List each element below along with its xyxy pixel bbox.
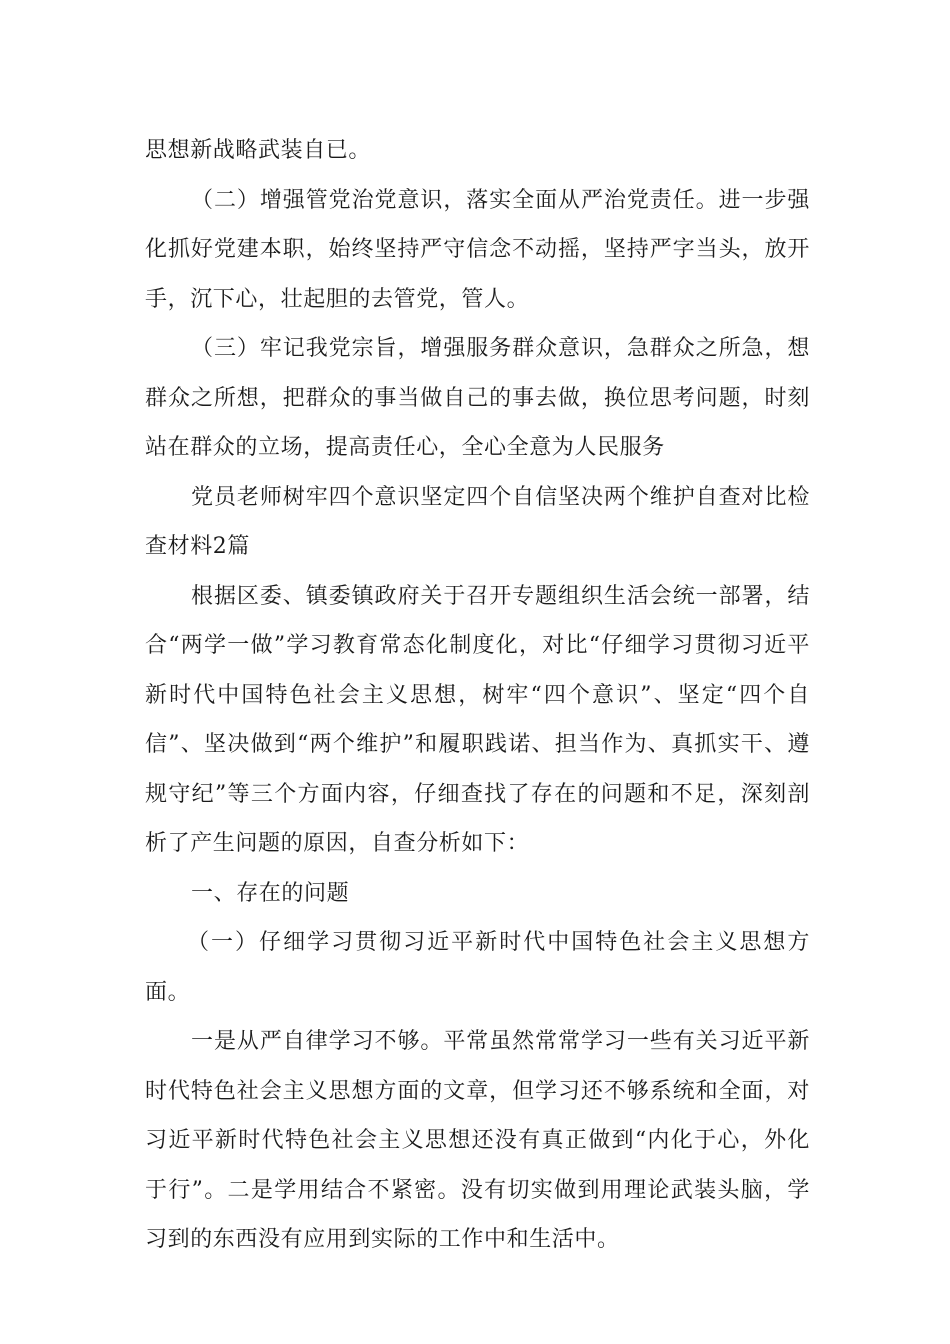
subsection-heading-one: （一）仔细学习贯彻习近平新时代中国特色社会主义思想方面。 — [145, 930, 810, 1005]
paragraph-item-two: （二）增强管党治党意识，落实全面从严治党责任。进一步强化抓好党建本职，始终坚持严守信念不动摇，坚持严字当头，放开手，沉下心，壮起胆的去管党，管人。 — [145, 187, 810, 312]
document-section-title: 党员老师树牢四个意识坚定四个自信坚决两个维护自查对比检查材料2篇 — [145, 484, 810, 559]
paragraph-intro: 根据区委、镇委镇政府关于召开专题组织生活会统一部署，结合“两学一做”学习教育常态化制度化，对比“仔细学习贯彻习近平新时代中国特色社会主义思想，树牢“四个意识”、坚定“四个自信”、坚决做到“两个维护”和履职践诺、担当作为、真抓实干、遵规守纪”等三个方面内容，仔细查找了存在的问题和不足，深刻剖析了产生问题的原因，自查分析如下： — [145, 583, 810, 856]
section-heading-problems: 一、存在的问题 — [191, 880, 350, 906]
paragraph-problem-detail: 一是从严自律学习不够。平常虽然常常学习一些有关习近平新时代特色社会主义思想方面的文章，但学习还不够系统和全面，对习近平新时代特色社会主义思想还没有真正做到“内化于心，外化于行”。二是学用结合不紧密。没有切实做到用理论武装头脑，学习到的东西没有应用到实际的工作中和生活中。 — [145, 1029, 810, 1252]
document-body — [145, 126, 810, 1265]
paragraph-continuation: 思想新战略武装自已。 — [145, 138, 372, 163]
paragraph-item-three: （三）牢记我党宗旨，增强服务群众意识，急群众之所急，想群众之所想，把群众的事当做自己的事去做，换位思考问题，时刻站在群众的立场，提高责任心，全心全意为人民服务 — [145, 336, 810, 460]
